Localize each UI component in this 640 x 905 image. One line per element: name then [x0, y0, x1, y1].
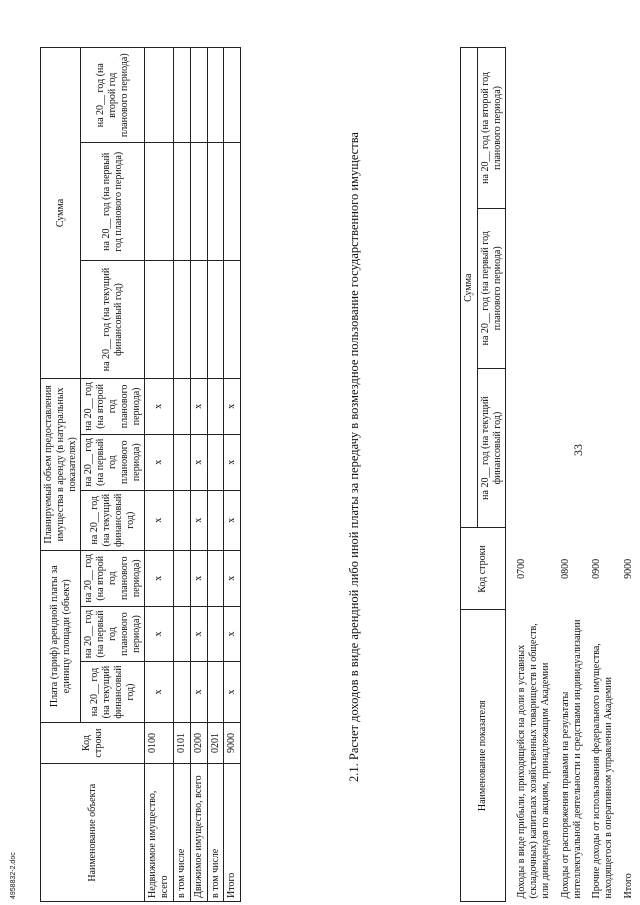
row-cell: х [224, 490, 241, 550]
rent-table-header-row [41, 48, 81, 902]
footer-doc-code: 4958832-2.doc [10, 852, 17, 899]
row-cell [207, 378, 224, 434]
row-cell [145, 143, 174, 261]
row-code: 0100 [145, 722, 174, 764]
row-name: Движимое имущество, всего [190, 764, 207, 902]
row-cell [173, 48, 190, 143]
header-year-first: на 20__ год (на первый год планового периода) [477, 208, 506, 368]
row-cell [173, 550, 190, 606]
row-code: 0800 [559, 558, 571, 579]
header-year-first: на 20__ год (на первый год планового периода) [81, 143, 145, 261]
section-heading: 2.1. Расчет доходов в виде арендной либо иной платы за передачу в возмездное пользование государственного имущества [347, 132, 361, 782]
row-cell [173, 434, 190, 490]
row-cell [207, 606, 224, 662]
row-cell: х [190, 606, 207, 662]
row-cell: х [190, 662, 207, 722]
row-cell: х [224, 606, 241, 662]
table-row [145, 48, 174, 902]
header-year-second: на 20__ год (на второй год планового периода) [81, 48, 145, 143]
row-code: 0200 [190, 722, 207, 764]
header-rate: Плата (тариф) арендной платы за единицу площади (объект) [41, 550, 81, 722]
row-name: в том числе [173, 764, 190, 902]
row-cell: х [145, 662, 174, 722]
header-code: Код строки [41, 722, 145, 764]
row-cell: х [145, 378, 174, 434]
header-year-current: на 20__ год (на текущий финансовый год) [81, 261, 145, 379]
row-cell: х [190, 378, 207, 434]
row-code: 0700 [516, 558, 528, 579]
row-name: Недвижимое имущество, всего [145, 764, 174, 902]
row-cell [207, 550, 224, 606]
header-volume: Планируемый объем предоставления имущества в аренду (в натуральных показателях) [41, 378, 81, 550]
row-code: 0201 [207, 722, 224, 764]
row-cell: х [190, 490, 207, 550]
row-cell [173, 261, 190, 379]
row-cell [207, 662, 224, 722]
row-cell: х [224, 378, 241, 434]
header-year-first: на 20__ год (на первый год планового периода) [81, 606, 145, 662]
row-name: Прочие доходы от использования федерального имущества, находящегося в оперативном управлении Академии [591, 643, 615, 899]
row-code: 9000 [622, 558, 634, 579]
row-name: Доходы от распоряжения правами на результаты интеллектуальной деятельности и средствами индивидуализации [559, 619, 583, 899]
header-sum: Сумма [461, 48, 478, 528]
row-name: Итого [224, 764, 241, 902]
row-cell: х [145, 490, 174, 550]
header-year-first: на 20__ год (на первый год планового периода) [81, 434, 145, 490]
header-object-name: Наименование объекта [41, 764, 145, 902]
row-cell [207, 434, 224, 490]
header-code: Код строки [461, 528, 506, 610]
row-code: 0900 [591, 558, 603, 579]
row-cell [224, 261, 241, 379]
row-cell [190, 143, 207, 261]
header-sum: Сумма [41, 48, 81, 379]
table-row [173, 48, 190, 902]
rent-table-body [145, 48, 241, 902]
header-year-current: на 20__ год (на текущий финансовый год) [81, 662, 145, 722]
page-number: 33 [571, 444, 585, 456]
row-cell: х [224, 662, 241, 722]
table-row [207, 48, 224, 902]
header-year-current: на 20__ год (на текущий финансовый год) [81, 490, 145, 550]
table-row [585, 48, 617, 902]
table-row [554, 48, 586, 902]
row-cell: х [224, 550, 241, 606]
row-cell: х [145, 550, 174, 606]
rent-income-table [40, 47, 241, 902]
table-row [190, 48, 207, 902]
row-cell [207, 490, 224, 550]
header-year-current: на 20__ год (на текущий финансовый год) [477, 368, 506, 528]
row-cell: х [145, 606, 174, 662]
row-cell: х [190, 550, 207, 606]
row-cell [145, 48, 174, 143]
income-table-header-row [461, 48, 478, 902]
header-year-second: на 20__ год (на второй год планового периода) [81, 550, 145, 606]
row-cell [207, 48, 224, 143]
row-cell [224, 48, 241, 143]
table-row [617, 48, 637, 902]
header-name: Наименование показателя [461, 610, 506, 902]
row-cell [173, 662, 190, 722]
income-table [460, 47, 637, 902]
row-cell [173, 143, 190, 261]
row-cell: х [224, 434, 241, 490]
row-cell [173, 606, 190, 662]
row-cell [224, 143, 241, 261]
row-name: в том числе [207, 764, 224, 902]
row-cell [173, 490, 190, 550]
table-row [224, 48, 241, 902]
row-cell [173, 378, 190, 434]
header-year-second: на 20__ год (на второй год планового периода) [477, 48, 506, 209]
header-year-second: на 20__ год (на второй год планового периода) [81, 378, 145, 434]
row-code: 9000 [224, 722, 241, 764]
row-cell [145, 261, 174, 379]
row-cell: х [145, 434, 174, 490]
row-cell [190, 261, 207, 379]
row-name: Доходы в виде прибыли, приходящейся на доли в уставных (складочных) капиталах хозяйственных товариществ и обществ, или дивидендов по акциям, принадлежащим Академии [516, 623, 551, 899]
row-cell: х [190, 434, 207, 490]
row-cell [190, 48, 207, 143]
row-cell [207, 143, 224, 261]
table-row [506, 48, 554, 902]
row-name: Итого [622, 873, 634, 899]
row-code: 0101 [173, 722, 190, 764]
row-cell [207, 261, 224, 379]
